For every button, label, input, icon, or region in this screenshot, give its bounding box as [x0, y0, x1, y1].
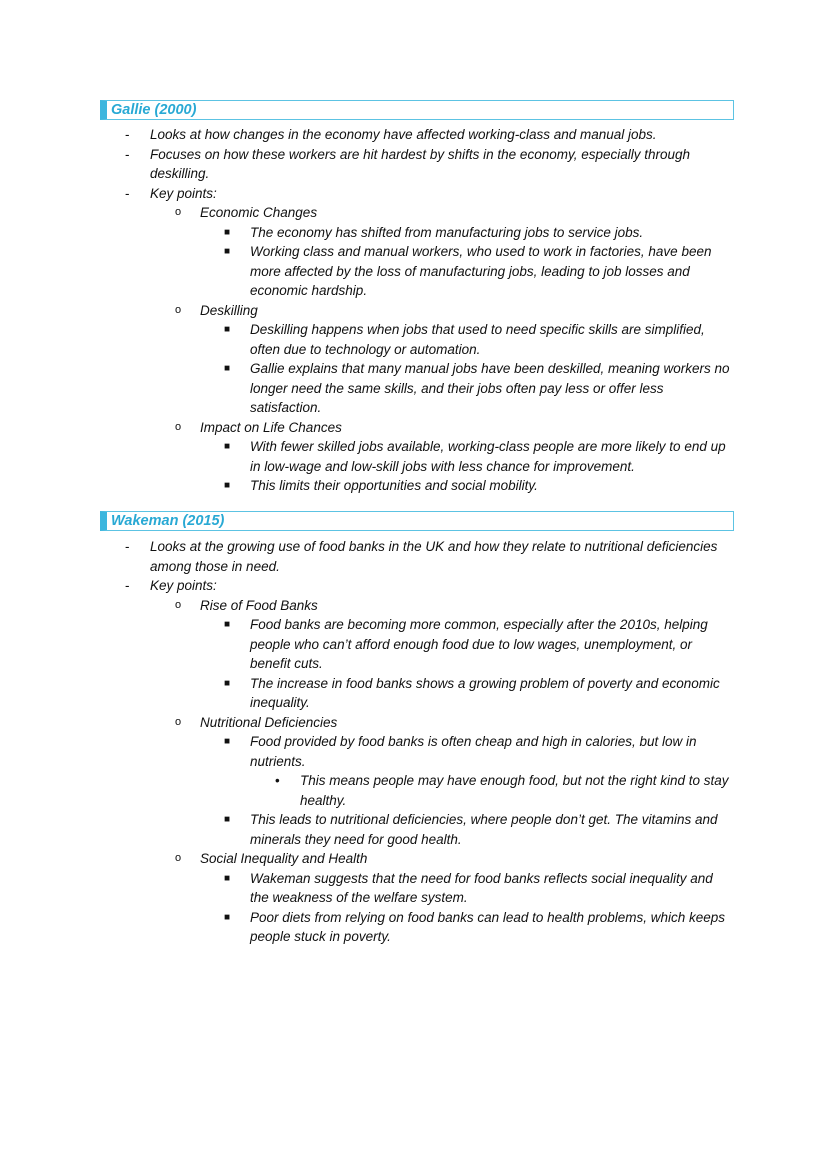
list-item: [100, 810, 730, 849]
list-item: [100, 849, 734, 869]
list-item: [100, 674, 730, 713]
list-item: [100, 125, 730, 145]
bullet-marker-icon: ■: [224, 911, 231, 923]
list-item-text: Looks at the growing use of food banks in the UK and how they relate to nutritional deficiencies among those in need.: [150, 539, 718, 574]
list-item-text: This limits their opportunities and social mobility.: [250, 478, 538, 493]
list-item-text: Nutritional Deficiencies: [200, 714, 338, 730]
list-item: [100, 145, 730, 184]
list-item: [100, 203, 734, 223]
bullet-marker-icon: •: [275, 773, 280, 788]
bullet-marker-icon: ■: [224, 736, 231, 747]
bullet-marker-icon: ■: [224, 441, 231, 452]
list-item-text: Gallie explains that many manual jobs have been deskilled, meaning workers no longer need the same skills, and their jobs often pay less or offer less satisfaction.: [250, 361, 730, 415]
bullet-marker-icon: ■: [224, 226, 231, 238]
list-item: [100, 437, 730, 476]
bullet-marker-icon: ■: [224, 246, 231, 257]
section-heading: Wakeman (2015): [100, 511, 734, 531]
list-item-text: Food provided by food banks is often cheap and high in calories, but low in nutrients.: [250, 734, 697, 769]
list-item: [100, 576, 730, 596]
list-item: [100, 301, 734, 321]
bullet-marker-icon: o: [175, 598, 182, 611]
section-gallie: [100, 100, 734, 496]
list-item-text: Focuses on how these workers are hit hardest by shifts in the economy, especially through deskilling.: [150, 146, 691, 181]
list-item: [100, 242, 730, 301]
list-item-text: With fewer skilled jobs available, working-class people are more likely to end up in low-wage and low-skill jobs with less chance for improvement.: [250, 439, 726, 474]
bullet-marker-icon: -: [125, 539, 130, 554]
bullet-marker-icon: ■: [224, 619, 231, 630]
list-item-text: Impact on Life Chances: [200, 419, 342, 435]
bullet-marker-icon: ■: [224, 324, 231, 335]
list-item: [100, 223, 730, 243]
list-item-text: Looks at how changes in the economy have affected working-class and manual jobs.: [150, 127, 657, 142]
bullet-marker-icon: -: [125, 127, 130, 142]
bullet-marker-icon: o: [175, 715, 182, 728]
list-item: [100, 537, 730, 576]
bullet-marker-icon: o: [175, 852, 182, 864]
list-item-text: Food banks are becoming more common, especially after the 2010s, helping people who can’t afford enough food due to low wages, unemployment, or benefit cuts.: [250, 617, 708, 671]
list-item-text: Wakeman suggests that the need for food banks reflects social inequality and the weakness of the welfare system.: [250, 870, 713, 905]
bullet-marker-icon: -: [125, 578, 130, 593]
bullet-marker-icon: o: [175, 420, 182, 433]
list-item: [100, 771, 730, 810]
list-item: [100, 359, 730, 418]
bullet-marker-icon: ■: [224, 480, 231, 491]
list-item: [100, 732, 730, 771]
list-item-text: This means people may have enough food, but not the right kind to stay healthy.: [300, 773, 729, 808]
list-item: [100, 184, 730, 204]
list-item: [100, 908, 730, 947]
list-item: [100, 713, 734, 733]
list-item-text: Key points:: [150, 578, 217, 593]
list-item: [100, 320, 730, 359]
list-item-text: Economic Changes: [200, 205, 318, 220]
list-item-text: Deskilling: [200, 302, 258, 318]
list-item-text: Working class and manual workers, who used to work in factories, have been more affected by the loss of manufacturing jobs, leading to job losses and economic hardship.: [250, 244, 712, 298]
bullet-marker-icon: -: [125, 185, 130, 201]
bullet-marker-icon: ■: [224, 363, 231, 374]
section-heading: Gallie (2000): [100, 100, 734, 120]
list-item-text: Poor diets from relying on food banks can lead to health problems, which keeps people stuck in poverty.: [250, 909, 726, 944]
list-item: [100, 615, 730, 674]
bullet-marker-icon: ■: [224, 872, 231, 884]
list-item-text: The economy has shifted from manufacturing jobs to service jobs.: [250, 224, 644, 240]
list-item: [100, 476, 730, 496]
bullet-marker-icon: o: [175, 206, 182, 218]
list-item: [100, 596, 734, 616]
bullet-marker-icon: o: [175, 303, 182, 316]
bullet-marker-icon: -: [125, 146, 130, 162]
bullet-list: [100, 537, 734, 947]
bullet-list: [100, 125, 734, 496]
list-item-text: Deskilling happens when jobs that used to need specific skills are simplified, often due to technology or automation.: [250, 322, 705, 357]
list-item-text: Key points:: [150, 185, 217, 201]
list-item-text: Rise of Food Banks: [200, 597, 318, 613]
bullet-marker-icon: ■: [224, 677, 231, 689]
bullet-marker-icon: ■: [224, 814, 231, 825]
list-item-text: This leads to nutritional deficiencies, where people don’t get. The vitamins and minerals they need for good health.: [250, 812, 718, 847]
list-item: [100, 869, 730, 908]
section-wakeman: [100, 511, 734, 947]
list-item: [100, 418, 734, 438]
list-item-text: The increase in food banks shows a growing problem of poverty and economic inequality.: [250, 675, 720, 710]
list-item-text: Social Inequality and Health: [200, 851, 368, 866]
